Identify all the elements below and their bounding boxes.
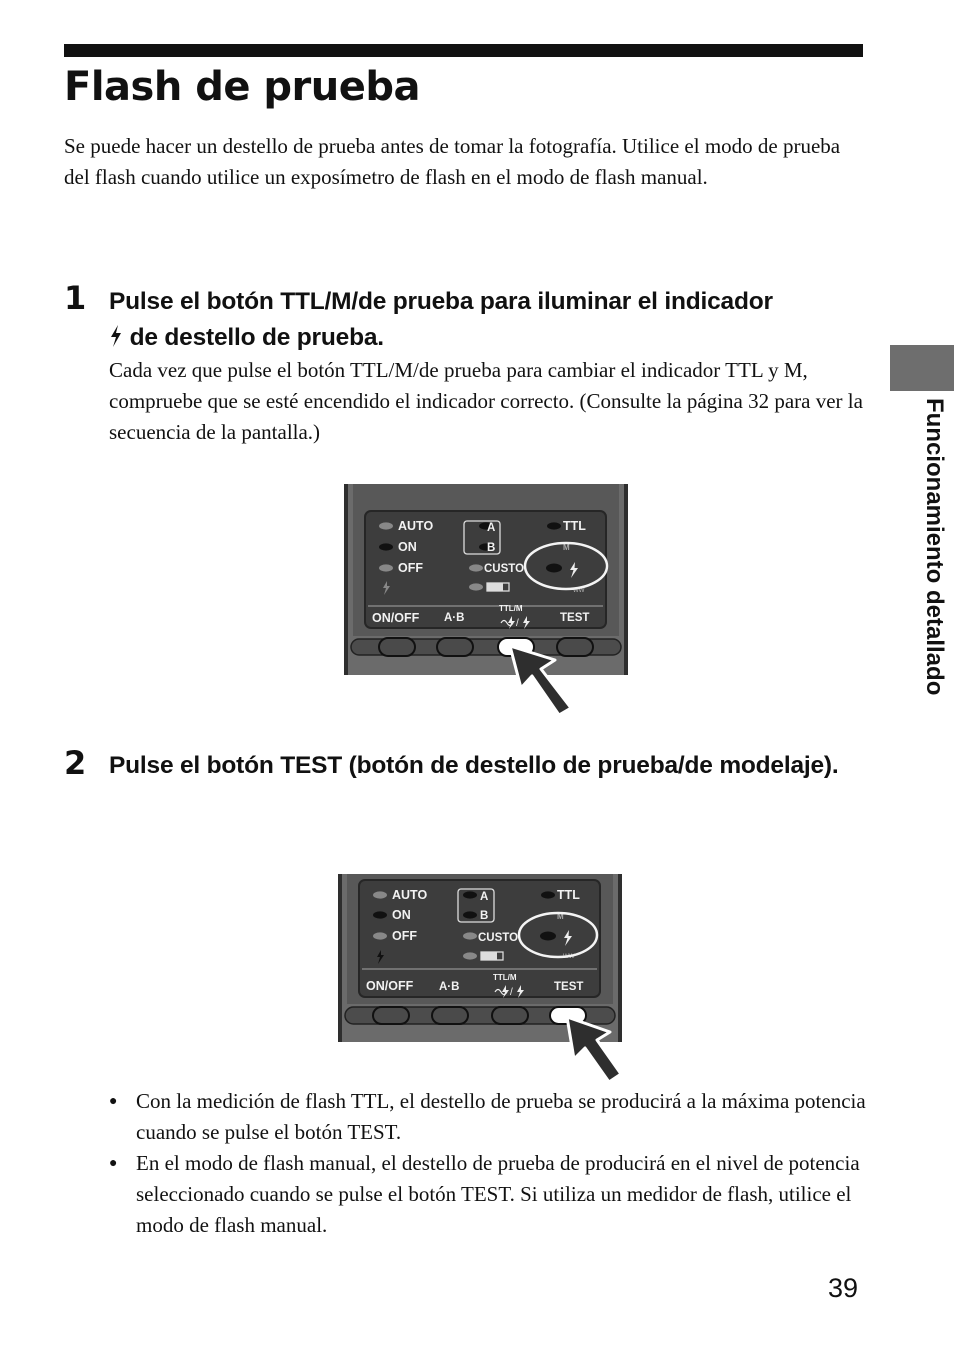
- label-btn-ab-2: A·B: [439, 981, 460, 993]
- label-btn-test-2: TEST: [554, 981, 584, 993]
- label-a-2: A: [480, 891, 489, 903]
- label-off: OFF: [398, 561, 423, 575]
- label-custom-2: CUSTO: [478, 932, 519, 944]
- step-2-heading: Pulse el botón TEST (botón de destello de prueba/de modelaje).: [109, 752, 839, 779]
- label-ttl-2: TTL: [557, 888, 580, 902]
- step-1-number: 1: [64, 279, 87, 317]
- label-btn-test: TEST: [560, 612, 590, 624]
- label-a: A: [487, 522, 496, 534]
- label-on: ON: [398, 540, 417, 554]
- label-btn-ttlm-2: TTL/M: [493, 973, 517, 982]
- step-1-heading-line2-row: [109, 320, 869, 356]
- panel-illustration-2: [338, 874, 622, 1085]
- step-2-number: 2: [64, 744, 87, 782]
- label-btn-onoff-2: ON/OFF: [366, 979, 414, 993]
- page-title: Flash de prueba: [64, 64, 421, 110]
- test-flash-icon: [109, 324, 123, 348]
- ab-button-2: [432, 1007, 468, 1024]
- label-btn-ab: A·B: [444, 612, 465, 624]
- step-1-heading-line2: de destello de prueba.: [129, 324, 384, 351]
- onoff-button-2: [373, 1007, 409, 1024]
- flash-panel-step-1: [344, 484, 628, 715]
- label-b: B: [487, 542, 496, 554]
- step-1-body: Cada vez que pulse el botón TTL/M/de prueba para cambiar el indicador TTL y M, compruebe que se esté encendido el indicador correcto. (Consulte la página 32 para ver la secuencia de la pantalla.): [109, 358, 863, 444]
- title-rule: [64, 44, 863, 57]
- svg-text:/: /: [516, 618, 519, 629]
- svg-text:ww: ww: [573, 585, 585, 594]
- step-1-heading-line1: Pulse el botón TTL/M/de prueba para iluminar el indicador: [109, 288, 773, 315]
- svg-text:ww: ww: [563, 951, 575, 960]
- label-auto: AUTO: [398, 519, 434, 533]
- notes-list: [109, 1086, 869, 1241]
- intro-paragraph: Se puede hacer un destello de prueba antes de tomar la fotografía. Utilice el modo de prueba del flash cuando utilice un exposímetro de flash en el modo de flash manual.: [64, 134, 841, 189]
- label-auto-2: AUTO: [392, 888, 428, 902]
- label-btn-ttlm: TTL/M: [499, 604, 523, 613]
- list-item: ● Con la medición de flash TTL, el destello de prueba se producirá a la máxima potencia cuando se pulse el botón TEST.: [109, 1086, 869, 1148]
- label-off-2: OFF: [392, 929, 417, 943]
- section-tab: [890, 345, 954, 391]
- label-custom: CUSTO: [484, 563, 525, 575]
- flash-panel-step-2: [338, 874, 622, 1085]
- onoff-button: [379, 638, 415, 656]
- label-b-2: B: [480, 910, 489, 922]
- label-btn-onoff: ON/OFF: [372, 611, 420, 625]
- svg-text:/: /: [510, 987, 513, 998]
- step-1-heading: [109, 284, 869, 356]
- label-m-2: M: [557, 912, 564, 921]
- panel-illustration-1: [344, 484, 628, 715]
- label-on-2: ON: [392, 908, 411, 922]
- page-number: 39: [828, 1273, 859, 1303]
- section-label: Funcionamiento detallado: [921, 398, 948, 696]
- label-ttl: TTL: [563, 519, 586, 533]
- list-item: ● En el modo de flash manual, el destello de prueba de producirá en el nivel de potencia seleccionado cuando se pulse el botón TEST. Si utiliza un medidor de flash, utilice el modo de flash manual.: [109, 1148, 869, 1241]
- ab-button: [437, 638, 473, 656]
- test-button: [557, 638, 593, 656]
- ttlm-button-2: [492, 1007, 528, 1024]
- label-m: M: [563, 543, 570, 552]
